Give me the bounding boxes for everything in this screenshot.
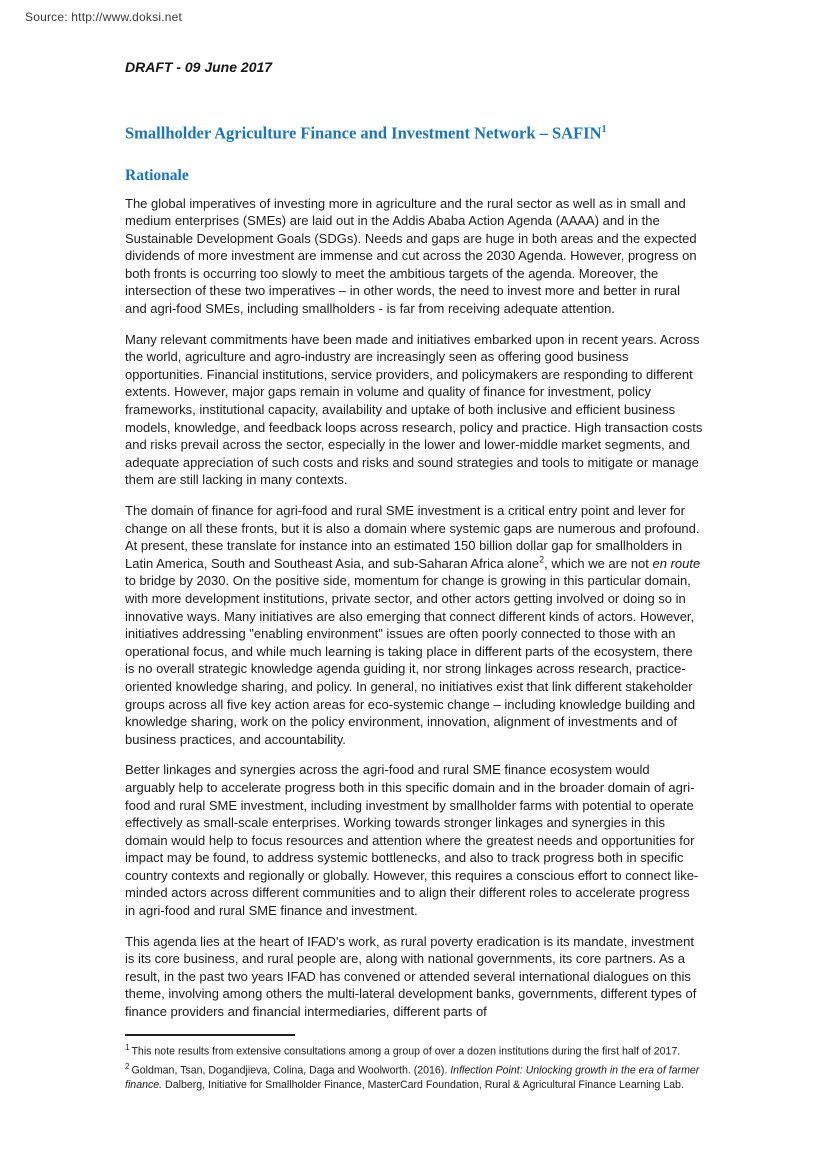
text-segment: This agenda lies at the heart of IFAD's work, as rural poverty eradication is its mandate, investment is its core business, and rural people are, along with national governments, its core partners. As a result, in the past two years IFAD has convened or attended several international dialogues on this theme, involving among others the multi-lateral development banks, governments, different types of finance providers and financial intermediaries, different parts of — [125, 933, 697, 1020]
text-segment: The domain of finance for agri-food and rural SME investment is a critical entry point and lever for change on all these fronts, but it is also a domain where systemic gaps are numerous and profound. At present, these translate for instance into an estimated 150 billion dollar gap for smallholders in Latin America, South and Southeast Asia, and sub-Saharan Africa alone — [125, 503, 700, 571]
text-segment: Better linkages and synergies across the agri-food and rural SME finance ecosystem would arguably help to accelerate progress both in this specific domain and in the broader domain of agri-food and rural SME investment, including investment by smallholder farms with potential to operate effectively as small-scale enterprises. Working towards stronger linkages and synergies in this domain would help to focus resources and attention where the greatest needs and opportunities for impact may be found, to address systemic bottlenecks, and also to track progress both in specific country contexts and regionally or globally. However, this requires a conscious effort to connect like-minded actors across different communities and to align their different roles to accelerate progress in agri-food and rural SME finance and investment. — [125, 762, 699, 919]
paragraph — [125, 331, 703, 489]
body-paragraphs — [125, 195, 703, 1021]
paragraph — [125, 933, 703, 1021]
footnote-separator — [125, 1034, 295, 1036]
draft-date-line: DRAFT - 09 June 2017 — [125, 59, 273, 75]
document-content — [125, 0, 703, 1093]
document-title-text: Smallholder Agriculture Finance and Investment Network – SAFIN — [125, 123, 602, 143]
footnotes — [125, 1041, 703, 1092]
footnote-ref: 2 — [539, 554, 545, 565]
paragraph — [125, 761, 703, 919]
text-segment: This note results from extensive consultations among a group of over a dozen institutions during the first half of 2017. — [131, 1045, 681, 1058]
text-segment: Dalberg, Initiative for Smallholder Finance, MasterCard Foundation, Rural & Agricultural Finance Learning Lab. — [162, 1078, 684, 1091]
footnote-number: 1 — [125, 1042, 130, 1052]
footnote — [125, 1060, 703, 1092]
text-segment: The global imperatives of investing more in agriculture and the rural sector as well as in small and medium enterprises (SMEs) are laid out in the Addis Ababa Action Agenda (AAAA) and in the Sustainable Development Goals (SDGs). Needs and gaps are huge in both areas and the expected dividends of more investment are immense and cut across the 2030 Agenda. However, progress on both fronts is occurring too slowly to meet the ambitious targets of the agenda. Moreover, the intersection of these two imperatives – in other words, the need to invest more and better in rural and agri-food SMEs, including smallholders - is far from receiving adequate attention. — [125, 195, 697, 317]
source-url-line: Source: http://www.doksi.net — [25, 10, 183, 24]
footnote-number: 2 — [125, 1061, 130, 1071]
paragraph — [125, 502, 703, 748]
document-title — [125, 120, 703, 144]
text-segment: Many relevant commitments have been made and initiatives embarked upon in recent years. Across the world, agriculture and agro-industry are increasingly seen as offering good business opportunities. Financial institutions, service providers, and policymakers are responding to different extents. However, major gaps remain in volume and quality of finance for investment, policy frameworks, institutional capacity, availability and uptake of both inclusive and efficient business models, knowledge, and feedback loops across research, policy and practice. High transaction costs and risks prevail across the sector, especially in the lower and lower-middle market segments, and adequate appreciation of such costs and risks and sound strategies and tools to mitigate or manage them are still lacking in many contexts. — [125, 331, 703, 488]
text-segment: en route — [652, 555, 701, 571]
text-segment: Inflection Point: Unlocking growth in the era of farmer finance. — [125, 1064, 700, 1091]
paragraph — [125, 195, 703, 318]
footnote — [125, 1041, 703, 1059]
section-heading-rationale: Rationale — [125, 166, 189, 184]
text-segment: , which we are not — [544, 555, 653, 571]
text-segment: to bridge by 2030. On the positive side, momentum for change is growing in this particular domain, with more development institutions, private sector, and other actors getting involved or doing so in innovative ways. Many initiatives are also emerging that connect different kinds of actors. However, initiatives addressing "enabling environment" issues are often poorly connected to those with an operational focus, and while much learning is taking place in different parts of the ecosystem, there is no overall strategic knowledge agenda guiding it, nor strong linkages across research, practice-oriented knowledge sharing, and policy. In general, no initiatives exist that link different stakeholder groups across all five key action areas for eco-systemic change – including knowledge building and knowledge sharing, work on the policy environment, innovation, alignment of investments and of business practices, and accountability. — [125, 573, 696, 747]
title-footnote-ref: 1 — [601, 124, 607, 135]
text-segment: Goldman, Tsan, Dogandjieva, Colina, Daga and Woolworth. (2016). — [131, 1064, 451, 1077]
